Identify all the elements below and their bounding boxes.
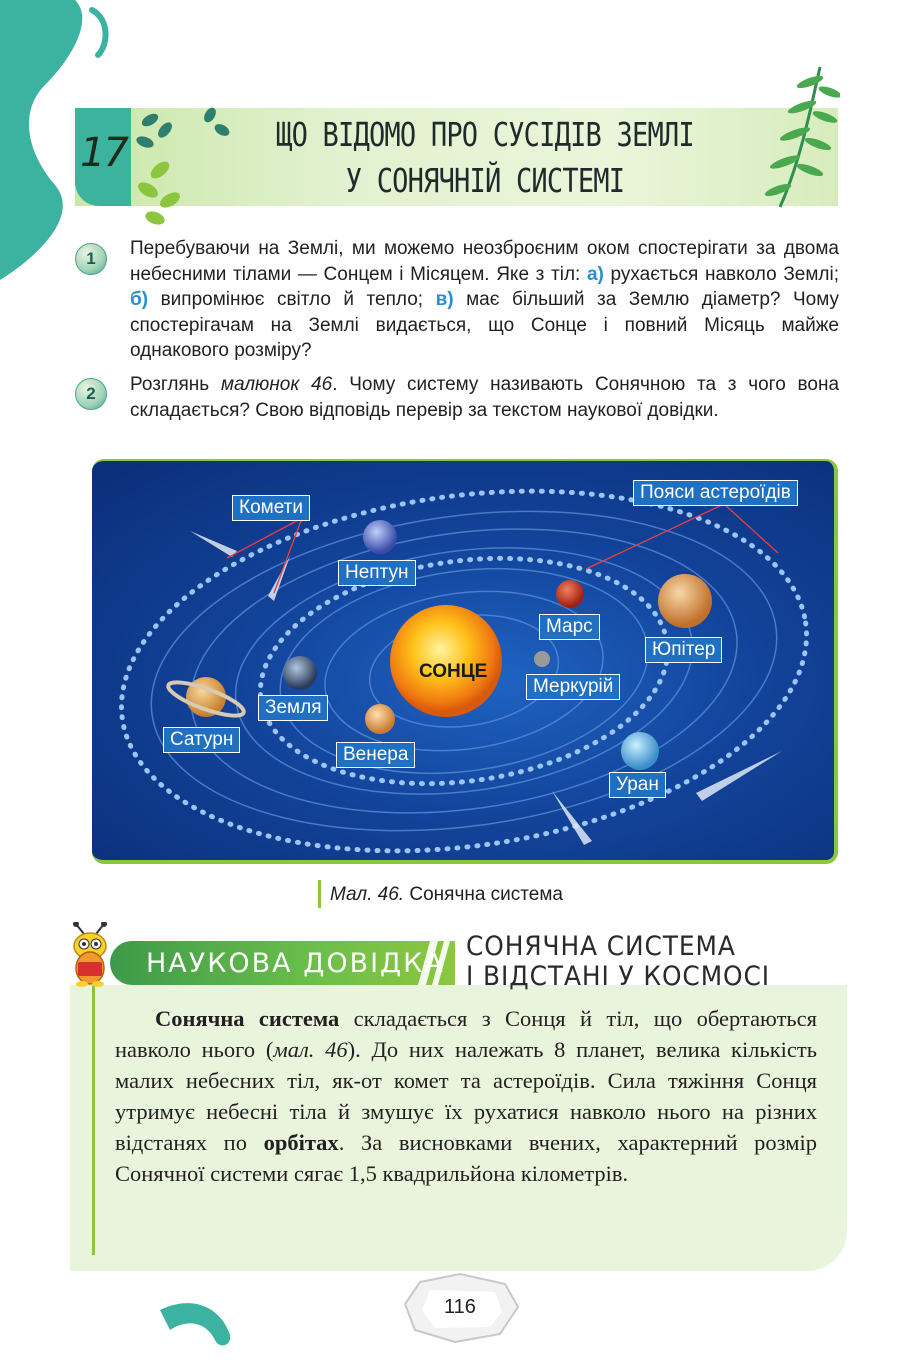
q2-part: . Чому систему називають Сонячною та з чого вона складається? Свою відповідь перевір за текстом наукової довідки. (130, 374, 840, 421)
reference-text: . За висновками вчених, характерний розмір Сонячної системи сягає 1,5 квадрильйона кілометрів. (115, 1130, 817, 1186)
label-mars: Марс (539, 614, 600, 640)
reference-body (115, 1003, 817, 1189)
solar-system-figure (92, 459, 838, 864)
q1-part: Перебуваючи на Землі, ми можемо неозброєним оком спостерігати за двома небесними тілами — Сонцем і Місяцем. Яке з тіл: (130, 238, 839, 285)
bug-mascot-icon (62, 922, 120, 988)
label-sun: СОНЦЕ (419, 661, 488, 682)
question-1-text (130, 236, 839, 364)
leaves-left-decoration (130, 100, 240, 230)
q1-part: випромінює світло й тепло; (148, 289, 436, 311)
q1-marker-c: в) (435, 289, 454, 311)
fern-right-decoration (740, 62, 840, 212)
term-orbits: орбітах (263, 1130, 339, 1155)
question-1-badge: 1 (75, 243, 107, 275)
reference-heading-line-2: І ВІДСТАНІ У КОСМОСІ (466, 961, 771, 992)
reference-heading-line-1: СОНЯЧНА СИСТЕМА (466, 931, 736, 962)
label-comets: Комети (232, 495, 310, 521)
caption-text: Сонячна система (404, 884, 563, 905)
reference-text: ). До них належать 8 планет, велика кількість малих небесних тіл, як-от комет та астероїдів. Сила тяжіння Сонця утримує небесні тіла й змушує їх рухатися навколо нього на різних відстанях по (115, 1037, 817, 1155)
q2-figure-ref: малюнок 46 (220, 374, 333, 395)
q1-part: має більший за Землю діаметр? Чому спостерігачам на Землі видається, що Сонце і повний Місяць майже однакового розміру? (130, 289, 839, 362)
figure-caption (330, 884, 563, 906)
caption-number: Мал. 46. (330, 884, 405, 905)
q1-marker-a: а) (586, 263, 604, 285)
term-solar-system: Сонячна система (155, 1006, 340, 1031)
lesson-title-line-1: ЩО ВІДОМО ПРО СУСІДІВ ЗЕМЛІ (276, 115, 694, 154)
q1-marker-b: б) (130, 289, 149, 311)
q1-part: рухається навколо Землі; (603, 263, 840, 285)
label-jupiter: Юпітер (645, 637, 722, 663)
label-neptune: Нептун (338, 560, 416, 586)
reference-heading (466, 932, 770, 992)
label-mercury: Меркурій (526, 674, 620, 700)
label-saturn: Сатурн (163, 727, 240, 753)
page-number: 116 (444, 1296, 476, 1318)
q2-part: Розглянь (130, 374, 221, 395)
label-uranus: Уран (609, 772, 666, 798)
reference-text: складається з Сонця й тіл, що обертаються навколо нього ( (115, 1006, 818, 1062)
question-2-badge: 2 (75, 378, 107, 410)
question-2-text (130, 372, 839, 423)
figure-ref: мал. 46 (273, 1037, 348, 1062)
lesson-title (243, 112, 727, 204)
caption-bar (318, 880, 321, 908)
label-asteroid-belts: Пояси астероїдів (633, 480, 798, 506)
lesson-number: 17 (80, 130, 127, 176)
reference-label: НАУКОВА ДОВІДКА (146, 948, 445, 979)
reference-side-line (92, 985, 95, 1255)
label-venus: Венера (336, 742, 415, 768)
label-earth: Земля (258, 695, 328, 721)
teal-wave-bottom-decoration (160, 1290, 240, 1360)
lesson-title-line-2: У СОНЯЧНІЙ СИСТЕМІ (345, 161, 625, 200)
